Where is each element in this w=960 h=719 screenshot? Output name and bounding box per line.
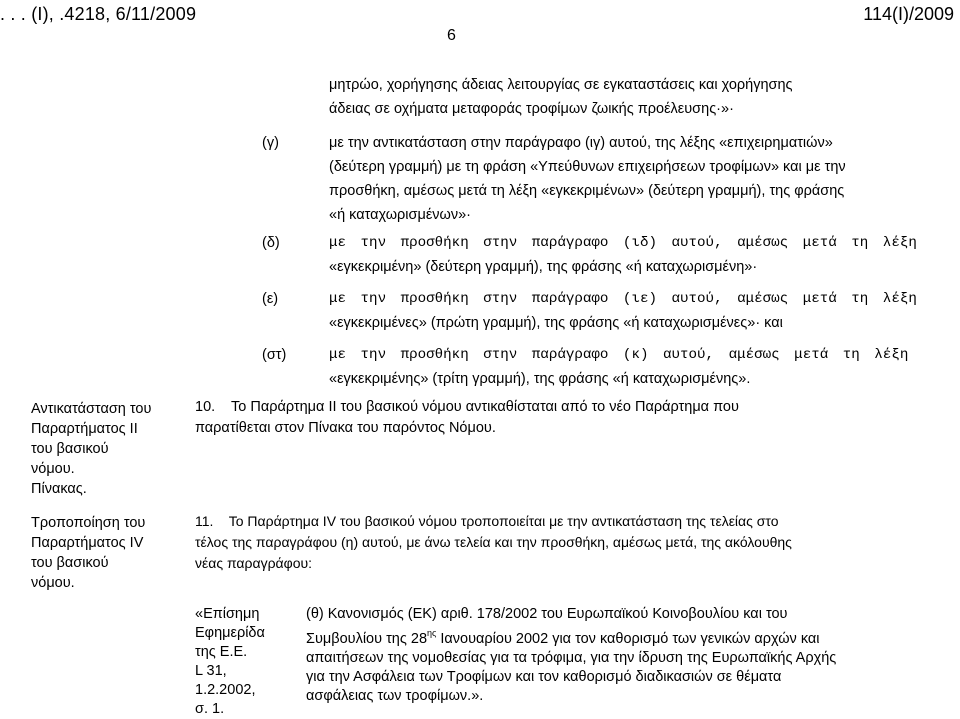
gazette-reference [195,605,295,719]
reference-line: L 31, [195,663,227,679]
text-fragment: Συμβουλίου της 28 [306,631,428,647]
text-line: (δεύτερη γραμμή) με τη φράση «Υπεύθυνων επιχειρήσεων τροφίμων» και με την [329,159,846,175]
law-number: 114(Ι)/2009 [863,4,954,24]
reference-line: 1.2.2002, [195,682,256,698]
text-line: μητρώο, χορήγησης άδειας λειτουργίας σε εγκαταστάσεις και χορήγησης [329,77,793,93]
text-line: με την προσθήκη στην παράγραφο (ιε) αυτού, αμέσως μετά τη λέξη [329,291,917,307]
item-label-st: (στ) [262,347,287,363]
reference-line: σ. 1. [195,701,225,717]
side-note-section-10 [31,399,181,499]
side-note-line: του βασικού [31,441,109,457]
item-label-gamma: (γ) [262,135,279,151]
text-line: προσθήκη, αμέσως μετά τη λέξη «εγκεκριμένων» (δεύτερη γραμμή), της φράσης [329,183,845,199]
side-note-line: Αντικατάσταση του [31,401,152,417]
ordinal-suffix: ης [427,628,437,638]
text-line: απαιτήσεων της νομοθεσίας για τα τρόφιμα, για την ίδρυση της Ευρωπαϊκής Αρχής [306,650,837,666]
side-note-line: Παραρτήματος ΙΙ [31,421,138,437]
text-line: 10. Το Παράρτημα ΙΙ του βασικού νόμου αντικαθίσταται από το νέο Παράρτημα που [195,399,739,415]
text-line: με την προσθήκη στην παράγραφο (ιδ) αυτού, αμέσως μετά τη λέξη [329,235,917,251]
text-line: «εγκεκριμένη» (δεύτερη γραμμή), της φράσης «ή καταχωρισμένη»· [329,259,758,275]
item-paragraph-gamma [329,131,912,227]
text-line: τέλος της παραγράφου (η) αυτού, με άνω τελεία και την προσθήκη, αμέσως μετά, της ακόλουθης [195,534,792,550]
text-fragment: Ιανουαρίου 2002 για τον καθορισμό των γενικών αρχών και [436,631,820,647]
side-note-line: νόμου. [31,575,75,591]
text-line: «ή καταχωρισμένων»· [329,207,472,223]
text-line: με την προσθήκη στην παράγραφο (κ) αυτού, αμέσως μετά τη λέξη [329,347,909,363]
text-line: άδειας σε οχήματα μεταφοράς τροφίμων ζωικής προέλευσης·»· [329,101,734,117]
item-paragraph-delta [329,231,917,279]
reference-line: «Επίσημη [195,606,260,622]
section-10-paragraph [195,397,912,439]
text-line: «εγκεκριμένης» (τρίτη γραμμή), της φράσης «ή καταχωρισμένης». [329,371,751,387]
new-paragraph-theta [306,605,912,706]
page-number: 6 [447,27,456,44]
text-line: νέας παραγράφου: [195,555,313,571]
section-11-paragraph [195,511,912,574]
text-line: για την Ασφάλεια των Τροφίμων και τον καθορισμό διαδικασιών σε θέματα [306,669,782,685]
text-line: (θ) Κανονισμός (ΕΚ) αριθ. 178/2002 του Ευρωπαϊκού Κοινοβουλίου και του [306,606,788,622]
intro-paragraph [329,73,912,121]
reference-line: Εφημερίδα [195,625,265,641]
text-line: ασφάλειας των τροφίμων.». [306,688,484,704]
header-reference: . . . (Ι), .4218, 6/11/2009 [0,4,197,24]
item-label-epsilon: (ε) [262,291,279,307]
text-line: με την αντικατάσταση στην παράγραφο (ιγ) αυτού, της λέξης «επιχειρηματιών» [329,135,833,151]
text-line [306,624,912,649]
side-note-line: του βασικού [31,555,109,571]
text-line: παρατίθεται στον Πίνακα του παρόντος Νόμου. [195,420,496,436]
text-line: 11. Το Παράρτημα ΙV του βασικού νόμου τροποποιείται με την αντικατάσταση της τελείας στο [195,513,779,529]
side-note-section-11 [31,513,181,593]
side-note-line: νόμου. [31,461,75,477]
text-line: «εγκεκριμένες» (πρώτη γραμμή), της φράσης «ή καταχωρισμένες»· και [329,315,783,331]
side-note-line: Πίνακας. [31,481,87,497]
item-label-delta: (δ) [262,235,280,251]
side-note-line: Παραρτήματος ΙV [31,535,144,551]
side-note-line: Τροποποίηση του [31,515,146,531]
reference-line: της Ε.Ε. [195,644,248,660]
item-paragraph-epsilon [329,287,917,335]
item-paragraph-st [329,343,912,391]
